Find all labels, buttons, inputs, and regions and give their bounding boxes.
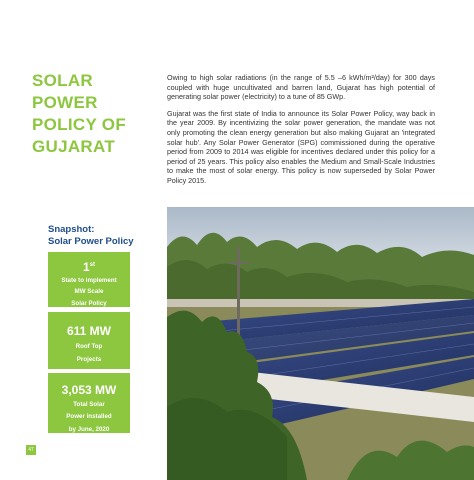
page-number: 47 <box>26 445 36 455</box>
stat-label-line: Roof Top <box>75 343 103 350</box>
snapshot-title <box>48 224 148 248</box>
stat-card-rooftop <box>48 312 130 369</box>
body-paragraph-2: Gujarat was the first state of India to announce its Solar Power Policy, way back in the year 2009. By incentivizing the solar power generation, the mandate was not only promoting the clean energy generation but also making Gujarat an 'integrated solar hub'. Any Solar Power Generator (SPG) commissioned during the operative period from 2009 to 2014 was eligible for incentives declared under this policy for a period of 25 years. This policy also enables the Medium and Small-Scale Industries to make the most of solar energy. This policy is now superseded by Solar Power Policy 2015. <box>167 108 435 185</box>
body-text <box>167 73 435 193</box>
snapshot-line-1: Snapshot: <box>48 224 95 235</box>
stat-card-first-state <box>48 252 130 307</box>
stat-label-line: Total Solar <box>73 401 105 408</box>
stat-value: 3,053 MW <box>61 383 117 397</box>
stat-label-line: State to implement <box>61 277 117 284</box>
heading-line-3: GUJARAT <box>32 137 116 156</box>
stat-card-total-solar <box>48 373 130 433</box>
solar-farm-illustration <box>167 207 474 480</box>
stat-label-line: Power installed <box>66 413 112 421</box>
stat-label-line: Solar Policy <box>71 299 107 307</box>
stat-value-number: 1 <box>82 260 90 274</box>
stat-label-line: Projects <box>76 356 102 364</box>
stat-label-line: by June, 2020 <box>68 425 110 433</box>
stat-label-line: MW Scale <box>74 288 104 296</box>
stat-value: 611 MW <box>66 324 111 338</box>
solar-farm-photo <box>167 207 474 480</box>
page-heading <box>32 70 162 158</box>
heading-line-2: POLICY OF <box>32 115 127 134</box>
snapshot-line-2: Solar Power Policy <box>48 236 134 247</box>
stat-value-suffix: st <box>89 262 96 268</box>
body-paragraph-1: Owing to high solar radiations (in the range of 5.5 –6 kWh/m²/day) for 300 days coupled with huge uncultivated and barren land, Gujarat has high potential of generating solar power (electricity) to a tune of 85 GWp. <box>167 73 435 102</box>
stat-value <box>48 252 130 274</box>
heading-line-1: SOLAR POWER <box>32 71 98 112</box>
